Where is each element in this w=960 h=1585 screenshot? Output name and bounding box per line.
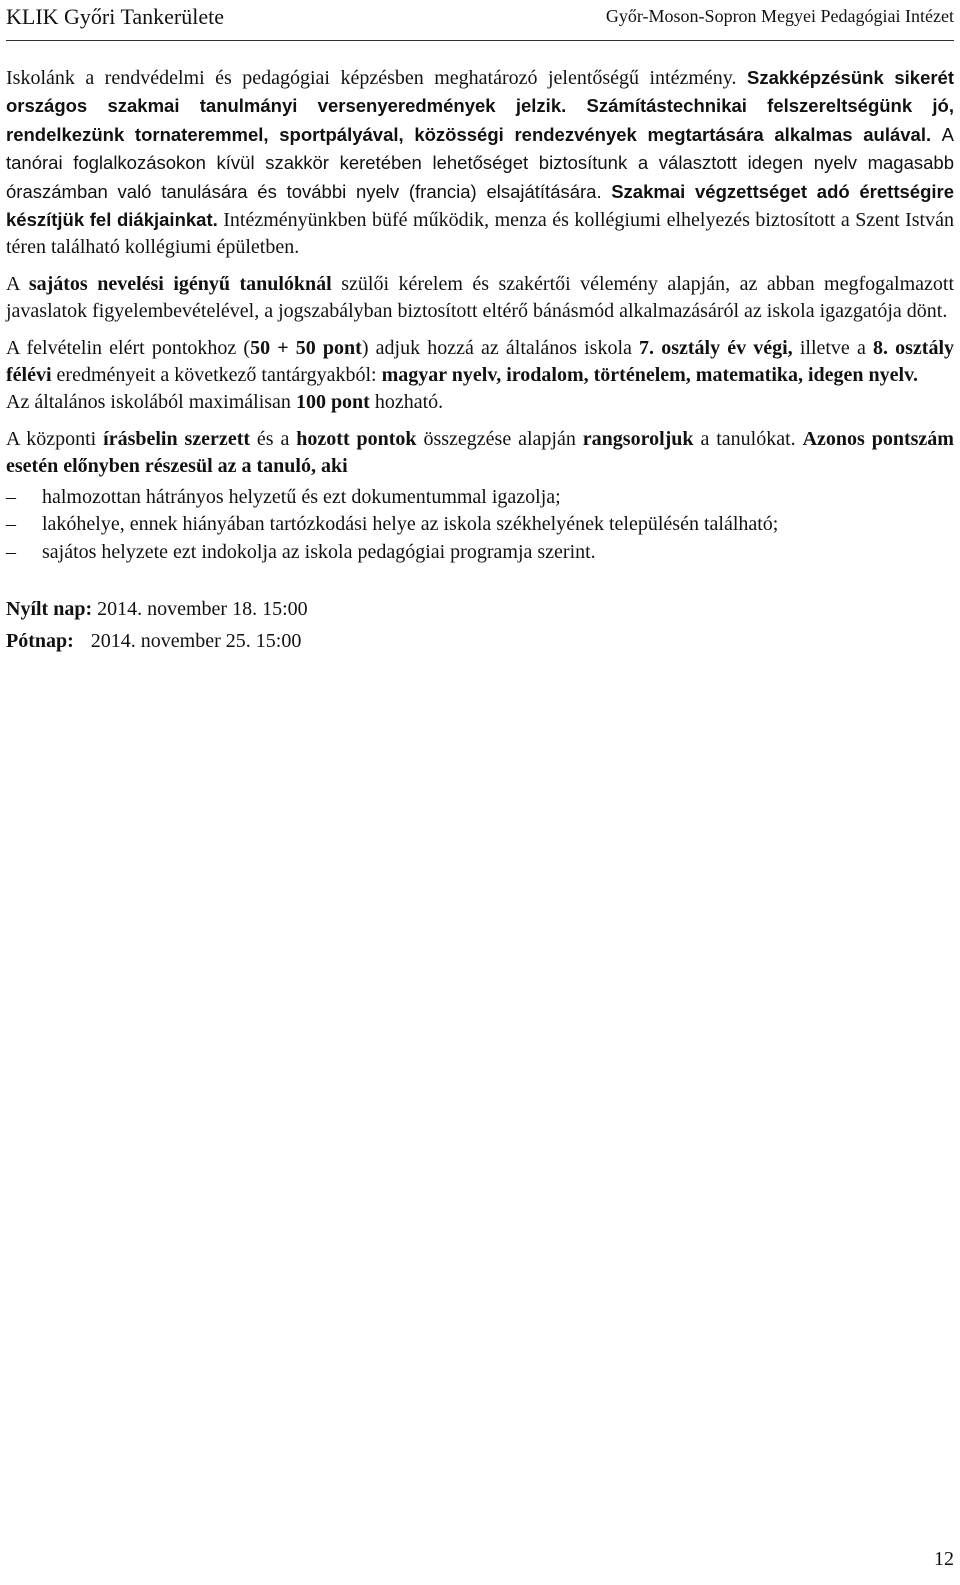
points-text-2: ) adjuk hozzá az általános iskola (361, 336, 640, 359)
points-bold-5: 100 pont (295, 391, 370, 414)
page-header (6, 0, 954, 41)
list-item (6, 484, 954, 511)
ranking-bold-3: rangsoroljuk (582, 427, 694, 450)
points-text-5: Az általános iskolából maximálisan (6, 391, 296, 414)
ranking-bold-1: írásbelin szerzett (103, 427, 251, 450)
ranking-paragraph (6, 426, 954, 481)
makeup-day-value: 2014. november 25. 15:00 (90, 629, 302, 652)
points-bold-3: 8. osztály félévi (6, 336, 955, 387)
ranking-text-4: a tanulókat. (693, 427, 803, 450)
dash-bullet: – (6, 485, 16, 508)
dates-block (6, 593, 954, 657)
points-text-3: illetve a (792, 336, 873, 359)
points-bold-2: 7. osztály év végi, (639, 336, 793, 359)
list-item (6, 511, 954, 538)
sni-paragraph (6, 271, 954, 326)
list-item-text: lakóhelye, ennek hiányában tartózkodási helye az iskola székhelyének településén található; (42, 513, 779, 536)
priority-list (6, 484, 954, 566)
header-right-title: Győr-Moson-Sopron Megyei Pedagógiai Intézet (605, 6, 954, 26)
intro-sentence-4: Szakmai végzettséget adó érettségire készítjük fel diákjainkat. (6, 180, 954, 231)
open-day-value: 2014. november 18. 15:00 (97, 597, 308, 620)
points-text-6: hozható. (369, 391, 444, 414)
dash-bullet: – (6, 513, 16, 536)
makeup-day-row (6, 630, 301, 652)
ranking-section (6, 426, 954, 566)
intro-sentence-5: Intézményünkben büfé működik, menza és kollégiumi elhelyezés biztosított a Szent István téren található kollégiumi épületben. (6, 209, 954, 259)
list-item (6, 539, 954, 566)
ranking-bold-4: Azonos pontszám esetén előnyben részesül az a tanuló, aki (6, 427, 954, 478)
document-body (6, 64, 954, 657)
ranking-text-3: összegzése alapján (416, 427, 583, 450)
points-paragraph (6, 335, 954, 417)
makeup-day-label: Pótnap: (6, 629, 74, 652)
intro-sentence-2: Szakképzésünk sikerét országos szakmai tanulmányi versenyeredmények jelzik. Számítástechnikai felszereltségünk jó, rendelkezünk tornateremmel, sportpályával, közösségi rendezvények megtartására alkalmas aulával. (6, 67, 955, 145)
header-left-title: KLIK Győri Tankerülete (6, 4, 224, 29)
sni-bold-1: sajátos nevelési igényű tanulóknál (28, 272, 332, 295)
intro-paragraph (6, 64, 954, 262)
list-item-text: sajátos helyzete ezt indokolja az iskola pedagógiai programja szerint. (42, 540, 596, 563)
points-bold-4: magyar nyelv, irodalom, történelem, matematika, idegen nyelv. (381, 364, 919, 387)
intro-sentence-3: A tanórai foglalkozásokon kívül szakkör keretében lehetőséget biztosítunk a választott idegen nyelv magasabb óraszámban való tanulására és további nyelv (francia) elsajátítására. (6, 123, 955, 202)
points-bold-1: 50 + 50 pont (250, 336, 362, 359)
ranking-text-2: és a (250, 427, 297, 450)
sni-text-2: szülői kérelem és szakértői vélemény alapján, az abban megfogalmazott javaslatok figyelembevételével, a jogszabályban biztosított eltérő bánásmód alkalmazásáról az iskola igazgatója dönt. (6, 272, 955, 323)
open-day-row (6, 598, 308, 620)
ranking-bold-2: hozott pontok (296, 427, 417, 450)
points-text-1: A felvételin elért pontokhoz ( (6, 336, 251, 359)
ranking-text-1: A központi (6, 427, 104, 450)
page-number: 12 (934, 1548, 954, 1570)
dash-bullet: – (6, 540, 16, 563)
points-text-4: eredményeit a következő tantárgyakból: (51, 364, 382, 387)
sni-text-1: A (6, 272, 29, 295)
intro-sentence-1: Iskolánk a rendvédelmi és pedagógiai képzésben meghatározó jelentőségű intézmény. (6, 67, 737, 89)
open-day-label: Nyílt nap: (6, 597, 93, 620)
list-item-text: halmozottan hátrányos helyzetű és ezt dokumentummal igazolja; (42, 485, 561, 508)
